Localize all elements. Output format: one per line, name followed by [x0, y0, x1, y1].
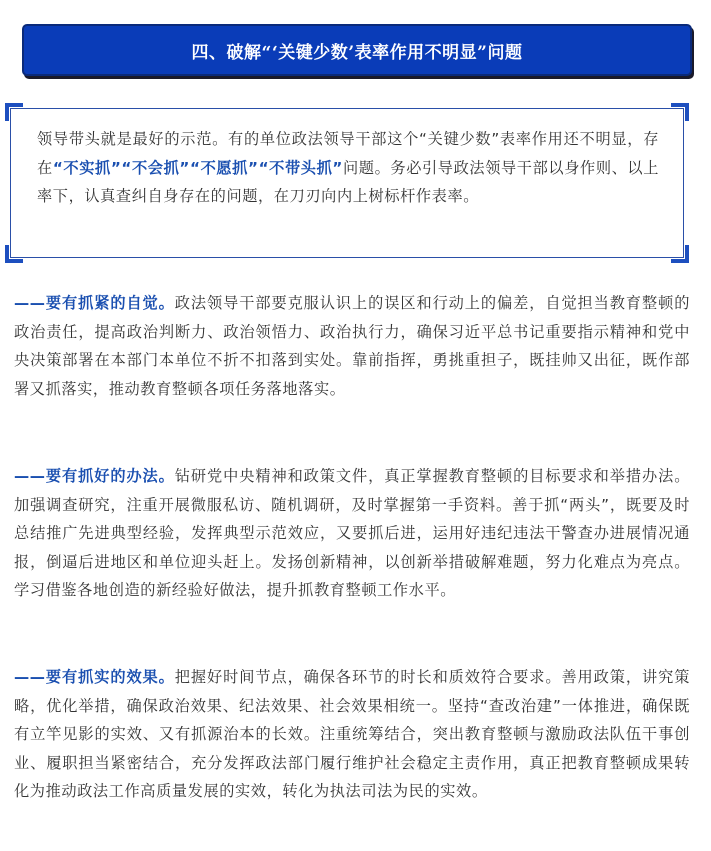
section-body-2: 钻研党中央精神和政策文件，真正掌握教育整顿的目标要求和举措办法。加强调查研究，注重开展微服私访、随机调研，及时掌握第一手资料。善于抓“两头”，既要及时总结推广先进典型经验，发挥典型示范效应，又要抓后进，运用好违纪违法干警查办进展情况通报，倒逼后进地区和单位迎头赶上。发扬创新精神，以创新举措破解难题，努力化难点为亮点。学习借鉴各地创造的新经验好做法，提升抓教育整顿工作水平。 [14, 467, 691, 599]
section-title-banner [22, 24, 692, 76]
section-lead-3: ——要有抓实的效果。 [14, 668, 175, 686]
section-body-3: 把握好时间节点，确保各环节的时长和质效符合要求。善用政策，讲究策略，优化举措，确保政治效果、纪法效果、社会效果相统一。坚持“查改治建”一体推进，确保既有立竿见影的实效、又有抓源治本的长效。注重统筹结合，突出教育整顿与激励政法队伍干事创业、履职担当紧密结合，充分发挥政法部门履行维护社会稳定主责作用，真正把教育整顿成果转化为推动政法工作高质量发展的实效，转化为执法司法为民的实效。 [14, 668, 691, 800]
intro-highlight: “不实抓”“不会抓”“不愿抓”“不带头抓” [52, 158, 343, 177]
section-lead-2: ——要有抓好的办法。 [14, 467, 175, 485]
section-paragraph-2 [14, 462, 690, 605]
section-title: 四、破解“‘关键少数’表率作用不明显”问题 [191, 42, 523, 63]
corner-bracket-bottom-right [671, 245, 689, 263]
section-body-1: 政法领导干部要克服认识上的误区和行动上的偏差，自觉担当教育整顿的政治责任，提高政治判断力、政治领悟力、政治执行力，确保习近平总书记重要指示精神和党中央决策部署在本部门本单位不折不扣落到实处。靠前指挥，勇挑重担子，既挂帅又出征，既作部署又抓落实，推动教育整顿各项任务落地落实。 [14, 294, 691, 398]
section-lead-1: ——要有抓紧的自觉。 [14, 294, 175, 312]
corner-bracket-top-right [671, 103, 689, 121]
corner-bracket-bottom-left [5, 245, 23, 263]
intro-box [10, 108, 684, 258]
section-paragraph-1 [14, 289, 690, 403]
intro-text-after: 问题。务必引导政法领导干部以身作则、以上率下，认真查纠自身存在的问题，在刀刃向内上树标杆作表率。 [37, 158, 660, 205]
section-paragraph-3 [14, 663, 690, 806]
intro-text-before: 领导带头就是最好的示范。有的单位政法领导干部这个“关键少数”表率作用还不明显，存在 [37, 130, 659, 177]
corner-bracket-top-left [5, 103, 23, 121]
intro-paragraph [37, 125, 659, 211]
